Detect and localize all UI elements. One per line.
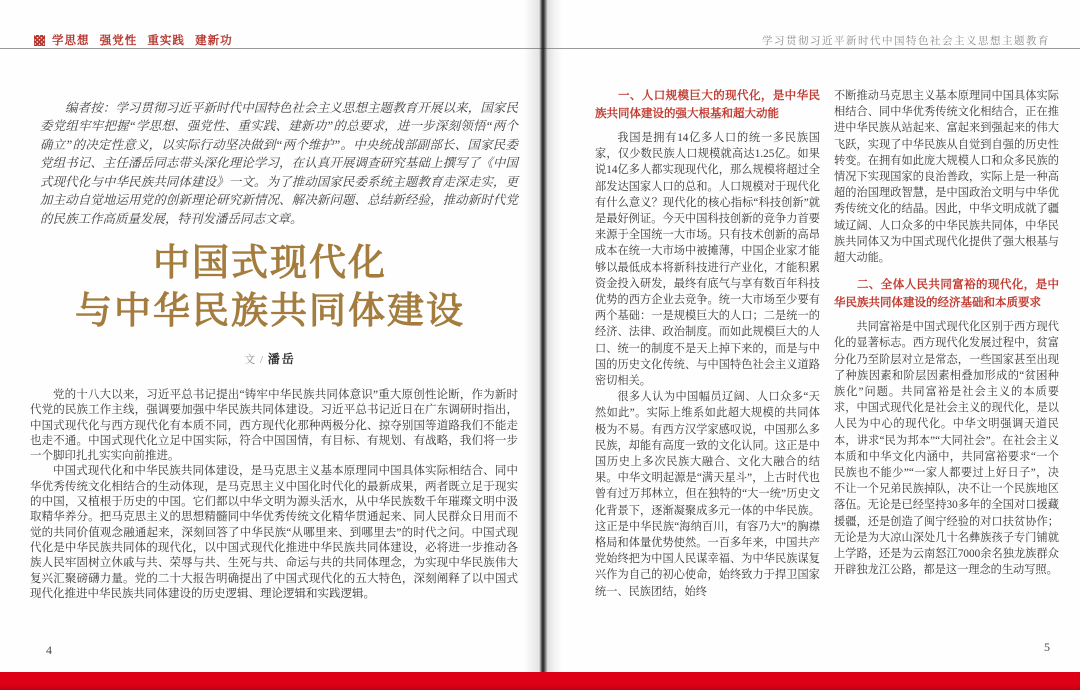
- byline-prefix: 文 /: [244, 354, 268, 366]
- body-paragraph: 中国式现代化和中华民族共同体建设，是马克思主义基本原理同中国具体实际相结合、同中华优秀传统文化相结合的生动体现，是马克思主义中国化时代化的最新成果，两者既立足于现实的中国，又植根于历史的中国。它们都以中华文明为源头活水，从中华民族数千年璀璨文明中汲取精华养分。把马克思主义的思想精髓同中华优秀传统文化精华贯通起来、同人民群众日用而不觉的共同价值观念融通起来，深刻回答了中华民族“从哪里来、到哪里去”的时代之问。中国式现代化是中华民族共同体的现代化，以中国式现代化推进中华民族共同体建设，必将进一步推动各族人民牢固树立休戚与共、荣辱与共、生死与共、命运与共的共同体理念，为实现中华民族伟大复兴汇聚磅礴力量。党的二十大报告明确提出了中国式现代化的五大特色，深刻阐释了以中国式现代化推进中华民族共同体建设的历史逻辑、理论逻辑和实践逻辑。: [30, 465, 518, 600]
- left-page: [0, 0, 540, 672]
- two-column-text: [595, 88, 1059, 644]
- editor-note: 编者按：学习贯彻习近平新时代中国特色社会主义思想主题教育开展以来，国家民委党组牢牢把握“学思想、强党性、重实践、建新功”的总要求，进一步深刻领悟“两个确立”的决定性意义，以实际行动坚决做到“两个维护”。中央统战部副部长、国家民委党组书记、主任潘岳同志带头深化理论学习，在认真开展调查研究基础上撰写了《中国式现代化与中华民族共同体建设》一文。为了推动国家民委系统主题教育走深走实，更加主动自觉地运用党的创新理论研究新情况、解决新问题、总结新经验，推动新时代党的民族工作高质量发展，特刊发潘岳同志文章。: [40, 100, 518, 227]
- body-paragraph: 我国是拥有14亿多人口的统一多民族国家，仅少数民族人口规模就高达1.25亿。如果说14亿多人都实现现代化，那么规模将超过全部发达国家人口的总和。人口规模对于现代化有什么意义？现代化的核心指标“科技创新”就是最好例证。今天中国科技创新的竞争力首要来源于全国统一大市场。只有技术创新的高昂成本在统一大市场中被摊薄，中国企业家才能够以最低成本将新科技进行产业化，才能积累资金投入研发，最终有底气与享有数百年科技优势的西方企业去竞争。统一大市场至少要有两个基础：一是规模巨大的人口；二是统一的经济、法律、政治制度。而如此规模巨大的人口、统一的制度不是天上掉下来的，而是与中国的历史文化传统、与中国特色社会主义道路密切相关。: [595, 132, 820, 388]
- right-page: [540, 0, 1080, 672]
- header-ornament-icon: [34, 35, 45, 46]
- body-paragraph-continued: 不断推动马克思主义基本原理同中国具体实际相结合、同中华优秀传统文化相结合，正在推进中华民族从站起来、富起来到强起来的伟大飞跃，实现了中华民族从自觉到自强的历史性转变。在拥有如此庞大规模人口和众多民族的情况下实现国家的良治善政，实际上是一种高超的治国理政智慧，是中国政治文明与中华优秀传统文化的结晶。因此，中华文明成就了疆域辽阔、人口众多的中华民族共同体，中华民族共同体又为中国式现代化提供了强大根基与超大动能。: [834, 90, 1059, 265]
- author-name: 潘岳: [267, 352, 296, 366]
- bottom-red-bar: [0, 672, 1080, 690]
- article-title: [0, 240, 540, 336]
- right-running-head: 学习贯彻习近平新时代中国特色社会主义思想主题教育: [762, 35, 1050, 47]
- left-page-body: [30, 388, 518, 602]
- article-title-line2: 与中华民族共同体建设: [75, 291, 465, 332]
- section-2-heading: 二、全体人民共同富裕的现代化，是中华民族共同体建设的经济基础和本质要求: [834, 279, 1059, 309]
- article-title-line1: 中国式现代化: [153, 243, 387, 284]
- byline: [0, 350, 540, 367]
- column-2: [834, 88, 1059, 644]
- page-number-right: 5: [1044, 640, 1050, 654]
- left-running-head-label: 学思想 强党性 重实践 建新功: [52, 35, 233, 47]
- body-paragraph: 很多人认为中国幅员辽阔、人口众多“天然如此”。实际上维系如此超大规模的共同体极为不易。有西方汉学家感叹说，中国那么多民族，却能有高度一致的文化认同。这正是中国历史上多次民族大融合、文化大融合的结果。中华文明起源是“满天星斗”，上古时代也曾有过万邦林立，但在独特的“大一统”历史文化背景下，逐渐凝聚成多元一体的中华民族。这正是中华民族“海纳百川，有容乃大”的胸襟格局和体量优势使然。一百多年来，中国共产党始终把为中国人民谋幸福、为中华民族谋复兴作为自己的初心使命，始终致力于捍卫国家统一、民族团结，始终: [595, 391, 820, 598]
- left-header-rule: [0, 48, 540, 49]
- body-paragraph: 党的十八大以来，习近平总书记提出“铸牢中华民族共同体意识”重大原创性论断，作为新时代党的民族工作主线，强调要加强中华民族共同体建设。习近平总书记近日在广东调研时指出，中国式现代化与西方现代化有本质不同，西方现代化那种两极分化、掠夺别国等道路我们不能走也走不通。中国式现代化立足中国实际，符合中国国情，有目标、有规划、有战略，我们将一步一个脚印扎扎实实向前推进。: [30, 389, 518, 463]
- section-1-heading: 一、人口规模巨大的现代化，是中华民族共同体建设的强大根基和超大动能: [595, 90, 820, 120]
- page-number-left: 4: [46, 643, 52, 657]
- left-running-head: [34, 32, 233, 48]
- column-1: [595, 88, 820, 644]
- right-header-rule: [540, 48, 1080, 49]
- body-paragraph: 共同富裕是中国式现代化区别于西方现代化的显著标志。西方现代化发展过程中，贫富分化乃至阶层对立是常态，一些国家甚至出现了种族因素和阶层因素相叠加形成的“贫困种族化”问题。共同富裕是社会主义的本质要求，中国式现代化是社会主义的现代化，是以人民为中心的现代化。中华文明强调天道民本，讲求“民为邦本”“大同社会”。在社会主义本质和中华文化内涵中，共同富裕要求“一个民族也不能少”“一家人都要过上好日子”，决不让一个兄弟民族掉队，决不让一个民族地区落伍。无论是已经坚持30多年的全国对口援藏援疆，还是创造了闽宁经验的对口扶贫协作；无论是为大凉山深处几十名彝族孩子专门铺就上学路，还是为云南怒江7000余名独龙族群众开辟独龙江公路，都是这一理念的生动写照。: [834, 321, 1059, 577]
